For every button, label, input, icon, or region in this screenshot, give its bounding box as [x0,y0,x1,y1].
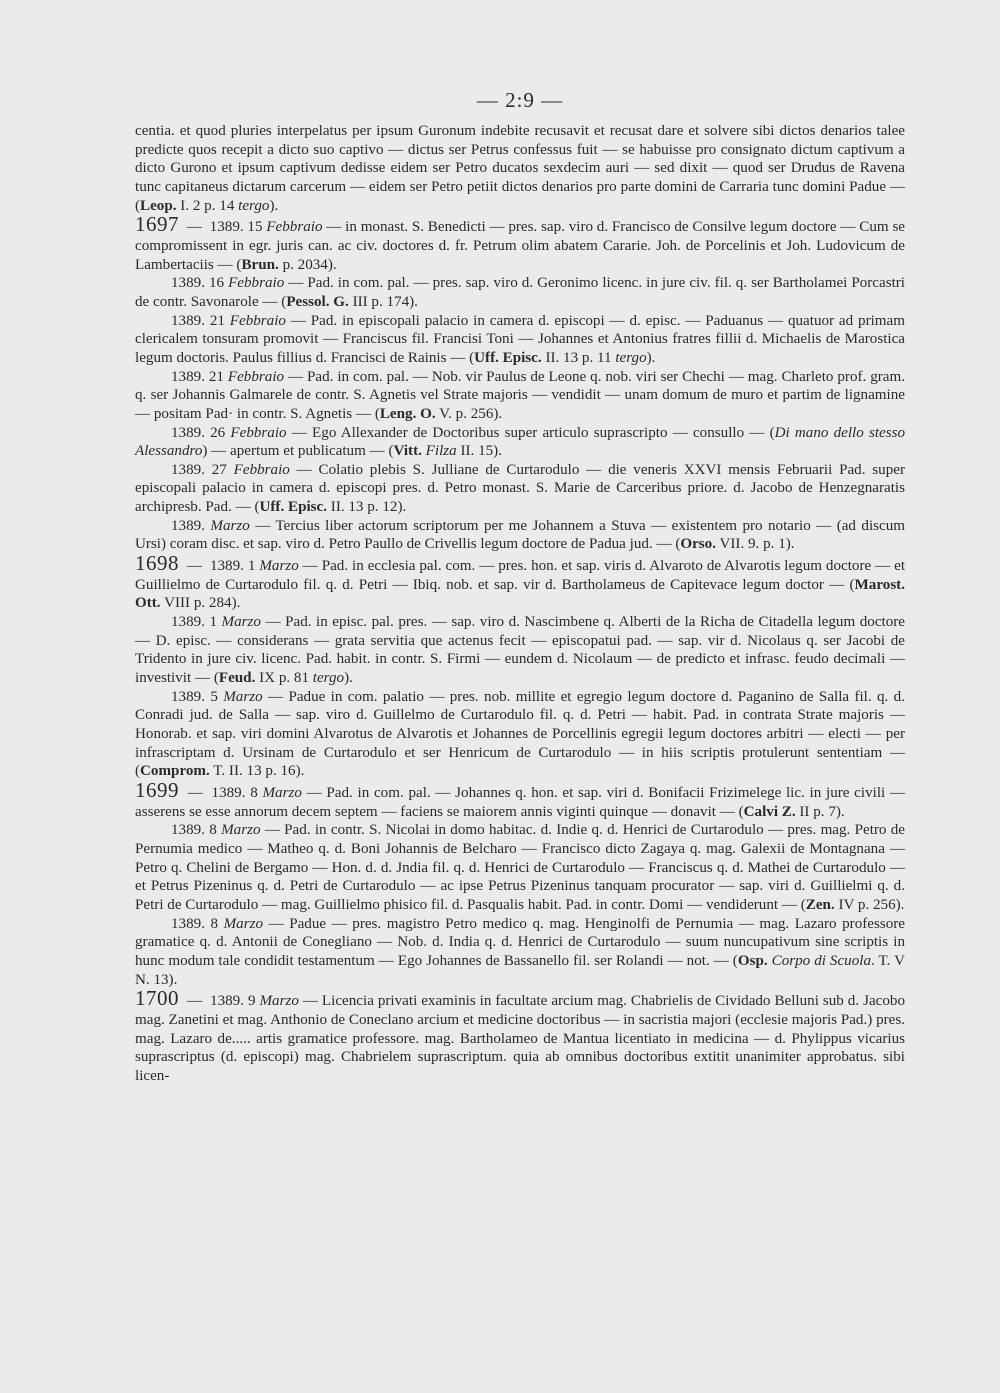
paragraph [135,517,905,554]
paragraph-text: 1389. 1 Marzo — Pad. in episc. pal. pres. — sap. viro d. Nascimbene q. Alberti de la Richa de Citadella legum doctore — D. episc. — considerans — grata servitia que actenus fecit — episcopatui pad. — sap. vir d. Nicolaus q. ser Jacobi de Tridento in jure civ. licenc. Pad. habit. in contr. S. Firmi — eundem d. Nicolaum — de predicto et infrasc. feudo decimali — investivit — (Feud. IX p. 81 tergo). [135,614,905,687]
paragraph-text: 1389. 9 Marzo — Licencia privati examinis in facultate arcium mag. Chabrielis de Cividado Belluni sub d. Jacobo mag. Zanetini et mag. Anthonio de Coneclano arcium et medicine doctoribus — in sacristia majori (ecclesie majoris Pad.) pres. mag. Lazaro de..... artis gramatice professore. mag. Bartholameo de Mantua licentiato in medicina — d. Phylippus vicarius suprascriptus (d. episcopi) mag. Chabrielem suprascriptum. quia ab omnibus doctoribus extitit unanimiter approbatus. sibi licen- [135,993,905,1084]
paragraph [135,821,905,914]
paragraph-text: 1389. 1 Marzo — Pad. in ecclesia pal. com. — pres. hon. et sap. viris d. Alvaroto de Alvarotis legum doctore — et Guillielmo de Curtarodulo fil. q. d. Petri — Ibiq. nob. et sap. vir d. Bartholameus de Capitevace legum doctor — (Marost. Ott. VIII p. 284). [135,558,906,612]
entry-number: 1697 [135,212,179,237]
paragraph [135,424,905,461]
entry-dash: — [183,993,207,1010]
paragraph-text: 1389. 8 Marzo — Padue — pres. magistro Petro medico q. mag. Henginolfi de Pernumia — mag. Lazaro professore gramatice q. d. Antonii de Conegliano — Nob. d. India q. d. Henrici de Curtarodulo — suum nuncupativum sine scriptis in hunc modum tale condidit testamentum — Ego Johannes de Bassanello fil. ser Rolandi — not. — (Osp. Corpo di Scuola. T. V N. 13). [135,915,906,988]
paragraph-text: 1389. 26 Febbraio — Ego Allexander de Doctoribus super articulo suprascripto — consullo — (Di mano dello stesso Alessandro) — apertum et publicatum — (Vitt. Filza II. 15). [135,424,906,460]
numbered-entry [135,212,906,274]
entry-dash: — [183,558,206,575]
paragraph [135,688,905,781]
entry-dash: — [183,784,208,801]
entry-number: 1700 [135,986,179,1011]
paragraph-text: 1389. 8 Marzo — Pad. in com. pal. — Johannes q. hon. et sap. viri d. Bonifacii Frizimelege lic. in jure civili — asserens se esse annorum decem septem — faciens se maiorem annis viginti quinque — donavit — (Calvi Z. II p. 7). [135,784,906,820]
paragraph [135,274,905,311]
paragraph [135,613,905,688]
paragraph-text: 1389. 5 Marzo — Padue in com. palatio — pres. nob. millite et egregio legum doctore d. Paganino de Salla fil. q. d. Conradi jud. de Salla — sap. viro d. Guillelmo de Curtarodulo fil. q. d. Petri — habit. Pad. in contrata Strate majoris — Honorab. et sap. viri domini Alvarotus de Alvarotis et Johannes de Porcellinis egregii legum doctores arbitri — electi — per infrascriptam d. Ursinam de Curtarodulo et ser Henricum de Curtarodulo — in hiis scriptis protulerunt sententiam — (Comprom. T. II. 13 p. 16). [135,688,905,780]
paragraph-text: 1389. 27 Febbraio — Colatio plebis S. Julliane de Curtarodulo — die veneris XXVI mensis Februarii Pad. super episcopali palacio in camera d. episcopi pres. d. Petro monast. S. Marie de Carceribus priore. d. Jacobo de Henzegnaratis archipresb. Pad. — (Uff. Episc. II. 13 p. 12). [135,461,906,516]
paragraph [135,461,905,517]
paragraph-text: 1389. 21 Febbraio — Pad. in episcopali palacio in camera d. episcopi — d. episc. — Paduanus — quatuor ad primam clericalem tonsuram promovit — Franciscus fil. Francisi Toni — Johannes et Antonius fratres fillii d. Michaelis de Marostica legum doctoris. Paulus fillius d. Francisci de Rainis — (Uff. Episc. II. 13 p. 11 tergo). [135,312,905,366]
paragraph-text: centia. et quod pluries interpelatus per ipsum Guronum indebite recusavit et recusat dare et solvere sibi dictos denarios talee predicte quos recepit a dicto suo captivo — dictus ser Petrus confessus fuit — se habuisse pro consignato dictum captivum a dicto Gurono et ipsum captivum dedisse eidem ser Petro ducatos sexdecim auri — sed dixit — quod ser Drudus de Ravena tunc capitaneus dictarum carcerum — eidem ser Petro petiit dictos denarios pro parte domini de Carraria tunc domini Padue — (Leop. I. 2 p. 14 tergo). [135,123,905,214]
entry-dash: — [183,219,206,236]
numbered-entry [135,551,906,613]
paragraph [135,312,905,368]
entry-number: 1698 [135,551,179,576]
numbered-entry [135,777,906,821]
paragraph [135,915,905,990]
paragraph-text: 1389. 8 Marzo — Pad. in contr. S. Nicolai in domo habitac. d. Indie q. d. Henrici de Curtarodulo — pres. mag. Petro de Pernumia medico — Matheo q. d. Boni Johannis de Belcharo — Francisco dicto Zagaya q. mag. Galexii de Montagnana — Petro q. Chelini de Bergamo — Hon. d. d. Jndia fil. q. d. Henrici de Curtarodulo — Franciscus q. d. Mathei de Curtarodulo — et Petrus Pizeninus q. d. Petri de Curtarodulo — ac ipse Petrus Pizeninus tanquam procurator — sap. viri d. Guillielmi q. d. Petri de Curtarodulo — mag. Guillielmo phisico fil. d. Pasqualis habit. Pad. in contr. Domi — vendiderunt — (Zen. IV p. 256). [135,822,905,913]
numbered-entry [135,986,905,1085]
document-body [135,122,905,1085]
paragraph [135,368,905,424]
paragraph-text: 1389. 21 Febbraio — Pad. in com. pal. — Nob. vir Paulus de Leone q. nob. viri ser Chechi — mag. Charleto prof. gram. q. ser Johannis Galmarele de contr. S. Agnetis vel Strate majoris — vendidit — unam domum de muro et partim de lignamine — positam Pad· in contr. S. Agnetis — (Leng. O. V. p. 256). [135,368,905,422]
entry-number: 1699 [135,777,179,802]
paragraph-text: 1389. 15 Febbraio — in monast. S. Benedicti — pres. sap. viro d. Francisco de Consilve legum doctore — Cum se compromissent in egr. juris can. ac civ. doctores d. fr. Petrum olim abatem Cararie. Joh. de Porcelinis et Joh. Ludovicum de Lambertaciis — (Brun. p. 2034). [135,219,906,273]
paragraph [135,122,905,215]
page-number: — 2:9 — [476,88,564,112]
paragraph-text: 1389. 16 Febbraio — Pad. in com. pal. — pres. sap. viro d. Geronimo licenc. in jure civ. fil. q. ser Bartholamei Porcastri de contr. Savonarole — (Pessol. G. III p. 174). [135,275,905,310]
paragraph-text: 1389. Marzo — Tercius liber actorum scriptorum per me Johannem a Stuva — existentem pro notario — (ad discum Ursi) coram disc. et sap. viro d. Petro Paullo de Crivellis legum doctore de Padua jud. — (Orso. VII. 9. p. 1). [135,517,906,553]
